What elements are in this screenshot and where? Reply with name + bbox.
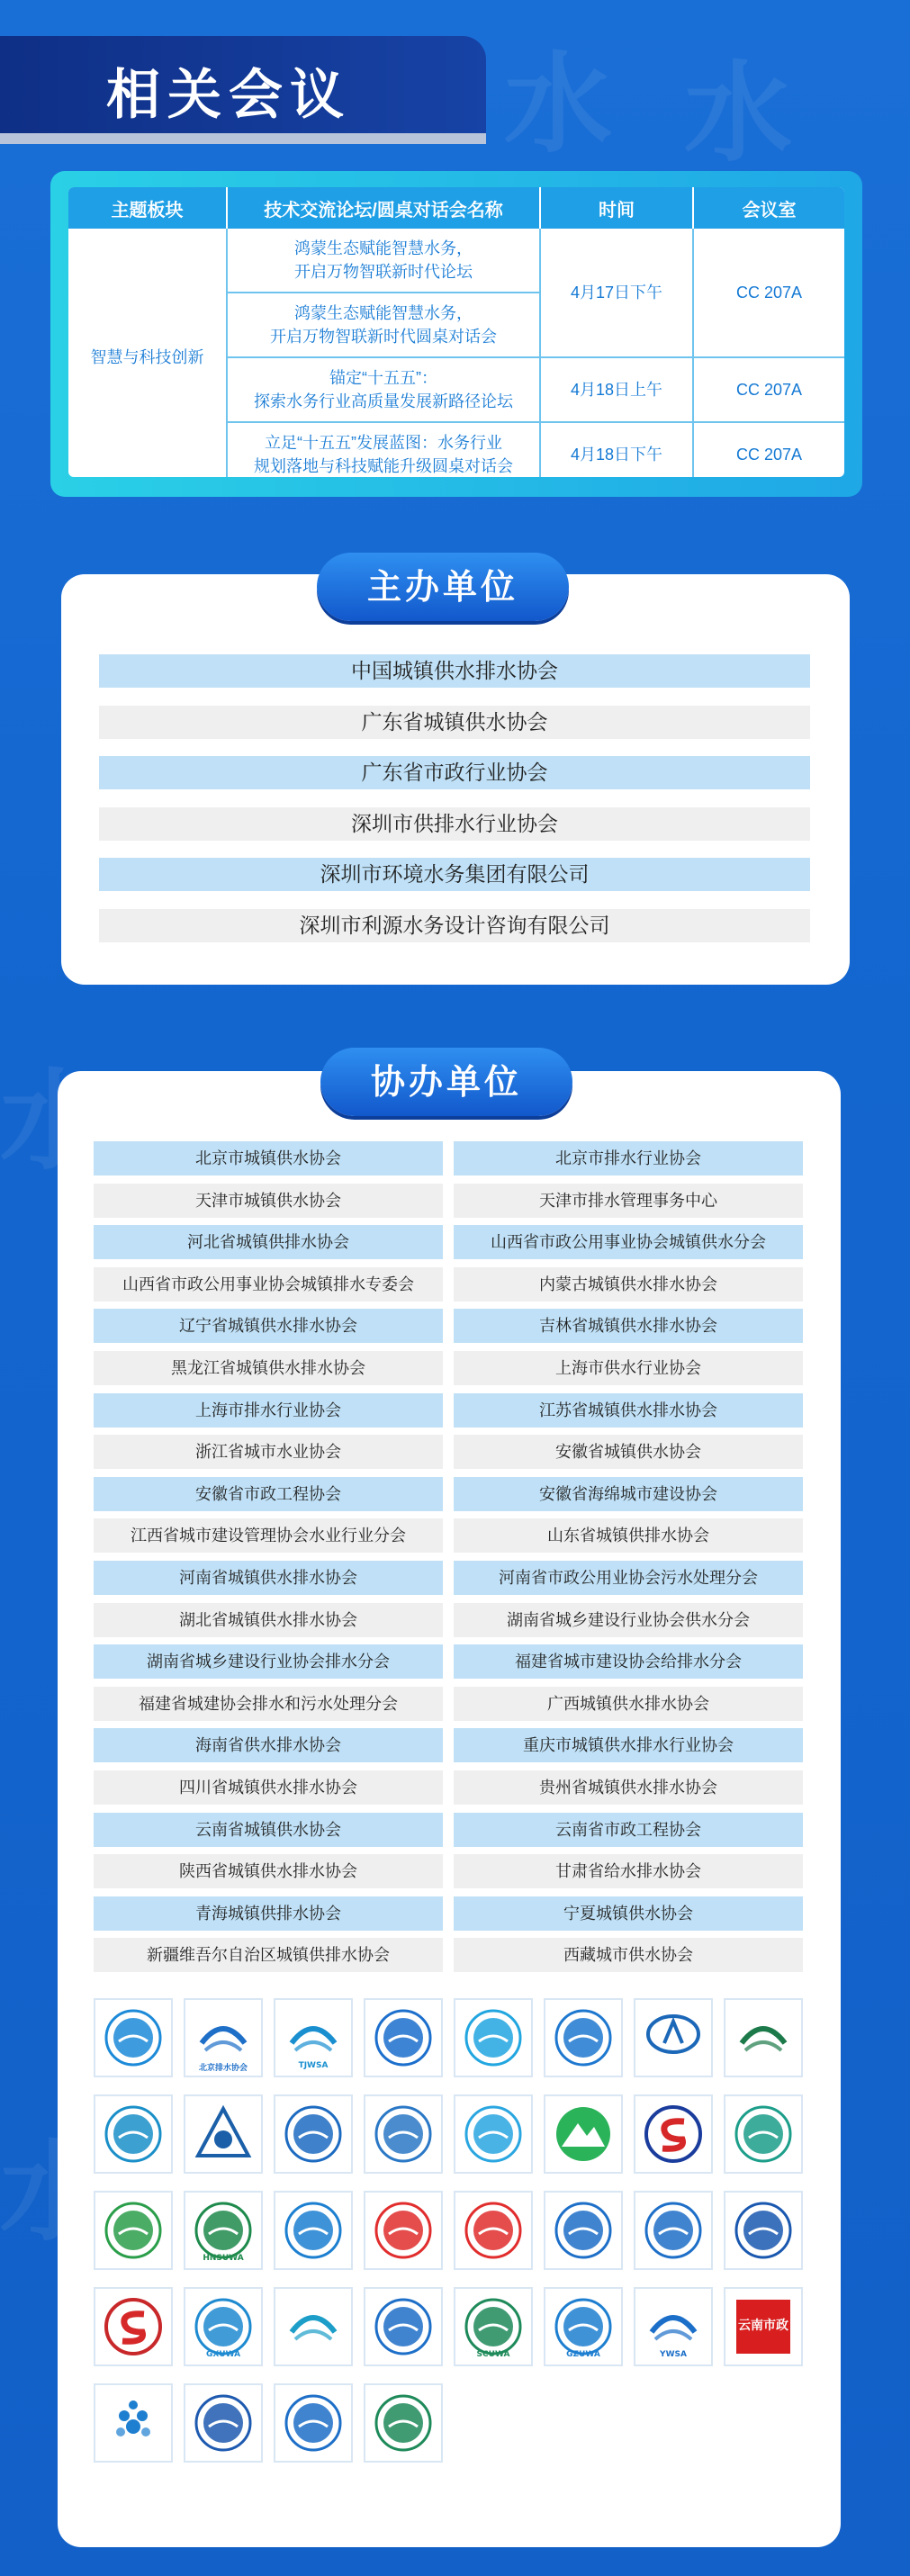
logo-text: SCUWA (476, 2350, 510, 2359)
background-calligraphy: 水 (684, 50, 792, 176)
host-organization: 深圳市利源水务设计咨询有限公司 (99, 909, 810, 942)
host-organization: 广东省市政行业协会 (99, 756, 810, 789)
co-organizer: 天津市城镇供水协会 (94, 1184, 443, 1218)
meetings-table (68, 187, 844, 477)
co-organizer: 重庆市城镇供水排水行业协会 (454, 1728, 803, 1762)
column-header: 主题板块 (68, 187, 227, 229)
jiangxi-logo (274, 2191, 353, 2270)
co-organizer: 贵州省城镇供水排水协会 (454, 1770, 803, 1805)
host-organization: 深圳市供排水行业协会 (99, 807, 810, 841)
background-calligraphy: 水 (504, 41, 612, 167)
shanxi-drainage-logo (544, 1998, 623, 2077)
logo-text: GXUWA (205, 2350, 241, 2359)
co-organizer: 云南省市政工程协会 (454, 1813, 803, 1847)
room-cell: CC 207A (693, 357, 844, 422)
qinghai-logo (274, 2383, 353, 2463)
forum-name-line: 开启万物智联新时代论坛 (294, 263, 473, 281)
co-organizer: 西藏城市供水协会 (454, 1938, 803, 1972)
co-organizer: 广西城镇供水排水协会 (454, 1687, 803, 1721)
co-organizer: 新疆维吾尔自治区城镇供排水协会 (94, 1938, 443, 1972)
forum-cell (227, 293, 540, 357)
forum-name-line: 开启万物智联新时代圆桌对话会 (270, 328, 497, 346)
co-organizer: 山西省市政公用事业协会城镇排水专委会 (94, 1267, 443, 1302)
co-organizer: 陕西省城镇供水排水协会 (94, 1854, 443, 1888)
forum-cell (227, 357, 540, 422)
anhui-municipal-logo (724, 2094, 803, 2174)
co-organizer: 湖北省城镇供水排水协会 (94, 1603, 443, 1637)
column-header: 技术交流论坛/圆桌对话会名称 (227, 187, 540, 229)
gzuwa-logo (544, 2287, 623, 2366)
column-header: 会议室 (693, 187, 844, 229)
column-header: 时间 (540, 187, 693, 229)
hubei-logo (544, 2191, 623, 2270)
co-organizer: 福建省城市建设协会给排水分会 (454, 1644, 803, 1679)
host-organization: 广东省城镇供水协会 (99, 706, 810, 739)
jilin-logo (94, 2094, 173, 2174)
co-organizer: 山东省城镇供排水协会 (454, 1518, 803, 1553)
co-organizer: 河南省市政公用业协会污水处理分会 (454, 1561, 803, 1595)
shanghai-water-logo (274, 2094, 353, 2174)
co-organizer: 湖南省城乡建设行业协会供水分会 (454, 1603, 803, 1637)
co-organizer: 安徽省城镇供水协会 (454, 1435, 803, 1469)
fujian-logo (94, 2287, 173, 2366)
co-organizer: 山西省市政公用事业协会城镇供水分会 (454, 1225, 803, 1259)
hunan-water-logo (634, 2191, 713, 2270)
jiangsu-logo (454, 2094, 533, 2174)
chongqing-logo (364, 2287, 443, 2366)
co-organizer: 云南省城镇供水协会 (94, 1813, 443, 1847)
co-organizer: 浙江省城市水业协会 (94, 1435, 443, 1469)
co-organizer: 江苏省城镇供水排水协会 (454, 1393, 803, 1428)
ningxia-logo (364, 2383, 443, 2463)
co-organizer: 海南省供水排水协会 (94, 1728, 443, 1762)
ywsa-logo (634, 2287, 713, 2366)
table-header-row (68, 187, 844, 229)
logo-text: TJWSA (298, 2061, 329, 2070)
time-cell: 4月18日上午 (540, 357, 693, 422)
theme-cell: 智慧与科技创新 (68, 229, 227, 477)
co-organizer: 安徽省市政工程协会 (94, 1477, 443, 1511)
meetings-table-frame (68, 187, 844, 477)
heilongjiang-logo (184, 2094, 263, 2174)
forum-name-line: 立足“十五五”发展蓝图：水务行业 (265, 434, 502, 452)
room-cell: CC 207A (693, 229, 844, 357)
background-calligraphy: 水 (0, 2129, 108, 2256)
time-cell: 4月18日下午 (540, 422, 693, 477)
co-organizer: 辽宁省城镇供水排水协会 (94, 1309, 443, 1343)
liaoning-logo (724, 1998, 803, 2077)
scuwa-logo (454, 2287, 533, 2366)
logo-text: 北京排水协会 (198, 2064, 248, 2073)
henan-water-logo (454, 2191, 533, 2270)
logo-text: GZUWA (566, 2350, 600, 2359)
co-organizer: 安徽省海绵城市建设协会 (454, 1477, 803, 1511)
anhui-water-logo (634, 2094, 713, 2174)
co-organizer: 内蒙古城镇供水排水协会 (454, 1267, 803, 1302)
bjwsa-logo (94, 1998, 173, 2077)
time-cell: 4月17日下午 (540, 229, 693, 357)
shaanxi-logo (94, 2383, 173, 2463)
host-organization: 深圳市环境水务集团有限公司 (99, 858, 810, 891)
co-organizer: 黑龙江省城镇供水排水协会 (94, 1351, 443, 1385)
hebei-logo (364, 1998, 443, 2077)
co-organizer: 宁夏城镇供水协会 (454, 1896, 803, 1931)
shandong-logo (364, 2191, 443, 2270)
forum-name-line: 规划落地与科技赋能升级圆桌对话会 (254, 457, 513, 475)
anhui-sponge-logo (94, 2191, 173, 2270)
logo-text: 云南市政 (738, 2319, 788, 2333)
co-organizer: 青海城镇供排水协会 (94, 1896, 443, 1931)
logo-text: HNSUWA (203, 2254, 244, 2263)
tjwsa-logo (274, 1998, 353, 2077)
co-organizer: 甘肃省给水排水协会 (454, 1854, 803, 1888)
shanxi-water-logo (454, 1998, 533, 2077)
forum-name-line: 鸿蒙生态赋能智慧水务， (294, 304, 473, 322)
beijing-drainage-logo (184, 1998, 263, 2077)
co-organizer: 四川省城镇供水排水协会 (94, 1770, 443, 1805)
forum-cell (227, 422, 540, 477)
title-underline (0, 133, 486, 144)
co-organizer: 湖南省城乡建设行业协会排水分会 (94, 1644, 443, 1679)
co-organizer: 河南省城镇供水排水协会 (94, 1561, 443, 1595)
co-organizer: 河北省城镇供排水协会 (94, 1225, 443, 1259)
co-organizer: 上海市供水行业协会 (454, 1351, 803, 1385)
co-organizer: 江西省城市建设管理协会水业行业分会 (94, 1518, 443, 1553)
room-cell: CC 207A (735, 446, 803, 464)
forum-cell (227, 229, 540, 293)
forum-name-line: 锚定“十五五”： (329, 369, 437, 387)
hainan-logo (274, 2287, 353, 2366)
forum-name-line: 鸿蒙生态赋能智慧水务， (294, 239, 473, 257)
co-organizer: 天津市排水管理事务中心 (454, 1184, 803, 1218)
gansu-logo (184, 2383, 263, 2463)
zhejiang-logo (544, 2094, 623, 2174)
table-row (68, 229, 844, 293)
co-organizer: 福建省城建协会排水和污水处理分会 (94, 1687, 443, 1721)
hunan-drainage-logo (724, 2191, 803, 2270)
yunnan-municipal-logo (724, 2287, 803, 2366)
innermongolia-logo (634, 1998, 713, 2077)
hosts-section-title: 主办单位 (317, 553, 569, 621)
logo-text: YWSA (660, 2350, 687, 2359)
meetings-table-card (50, 171, 862, 497)
background-calligraphy: 水 (0, 1058, 108, 1184)
hnsuwa-logo (184, 2191, 263, 2270)
co-organizer: 上海市排水行业协会 (94, 1393, 443, 1428)
host-organization: 中国城镇供水排水协会 (99, 654, 810, 688)
gxuwa-logo (184, 2287, 263, 2366)
co-organizers-section-title: 协办单位 (320, 1048, 572, 1116)
page-title: 相关会议 (106, 64, 351, 127)
co-organizer: 吉林省城镇供水排水协会 (454, 1309, 803, 1343)
forum-name-line: 探索水务行业高质量发展新路径论坛 (254, 392, 513, 410)
co-organizer: 北京市城镇供水协会 (94, 1141, 443, 1175)
co-organizer: 北京市排水行业协会 (454, 1141, 803, 1175)
shanghai-drainage-logo (364, 2094, 443, 2174)
